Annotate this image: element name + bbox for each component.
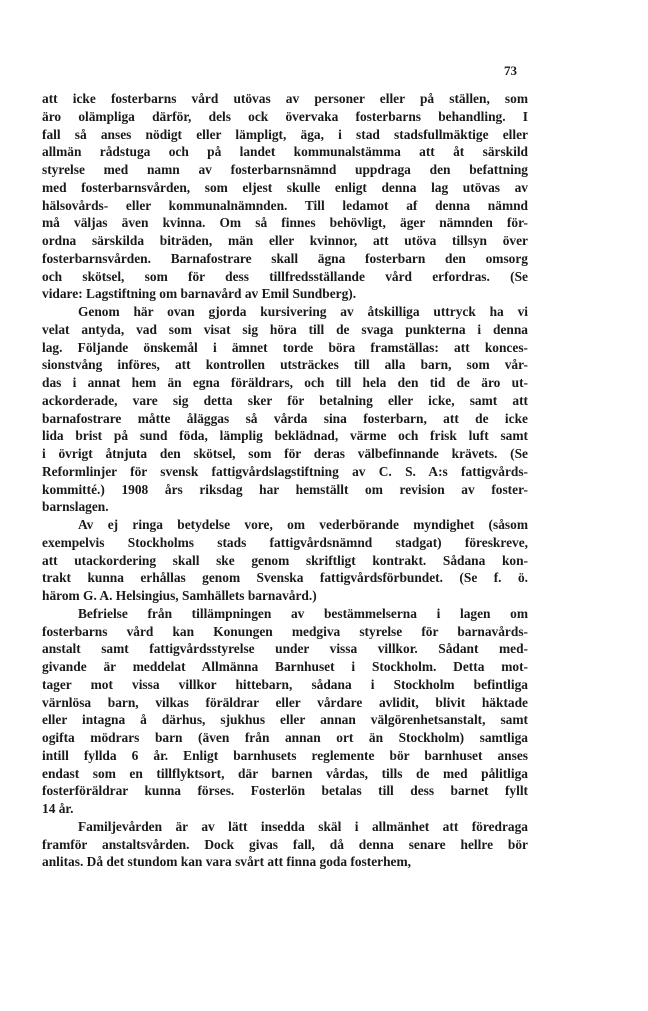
- text-line: värnlösa barn, vilkas föräldrar eller vårdare avlidit, blivit häktade: [42, 694, 528, 710]
- text-line: ordna särskilda biträden, män eller kvinnor, att utöva tillsyn över: [42, 233, 528, 248]
- text-line: kommitté.) 1908 års riksdag har hemställt om revision av foster-: [42, 481, 528, 497]
- text-line: exempelvis Stockholms stads fattigvårdsnämnd stadgat) föreskreve,: [42, 534, 528, 550]
- paragraph: [42, 605, 528, 818]
- body-text: [42, 90, 528, 871]
- text-line: Reformlinjer för svensk fattigvårdslagstiftning av C. S. A:s fattigvårds-: [42, 463, 528, 479]
- page-number: 73: [504, 63, 517, 78]
- text-line: allmän rådstuga och på landet kommunalstämma att åt särskild: [42, 144, 528, 160]
- paragraph: [42, 90, 528, 303]
- text-line: Av ej ringa betydelse vore, om vederbörande myndighet (såsom: [78, 517, 528, 532]
- paragraph: [42, 303, 528, 516]
- text-line: må väljas även kvinna. Om så finnes behövligt, äger nämnden för-: [42, 215, 528, 231]
- text-line: fosterföräldrar kunna förses. Fosterlön betalas till dess barnet fyllt: [42, 783, 528, 799]
- paragraph: [42, 818, 528, 871]
- text-line: härom G. A. Helsingius, Samhällets barnavård.): [42, 588, 317, 603]
- text-line: trakt kunna erhållas genom Svenska fattigvårdsförbundet. (Se f. ö.: [42, 570, 528, 586]
- text-line: fall så anses nödigt eller lämpligt, äga, i stad stadsfullmäktige eller: [42, 126, 528, 142]
- text-line: velat antyda, vad som visat sig höra till de svaga punkterna i denna: [42, 321, 528, 337]
- text-line: och skötsel, som för dess tillfredsställande vård erfordras. (Se: [42, 268, 528, 284]
- text-line: att utackordering skall ske genom skriftligt kontrakt. Sådana kon-: [42, 552, 528, 568]
- text-line: äro olämpliga därför, dels ock övervaka fosterbarns behandling. I: [42, 108, 528, 124]
- text-line: fosterbarnsvården. Barnafostrare skall ägna fosterbarn den omsorg: [42, 250, 528, 266]
- text-line: styrelse med namn av fosterbarnsnämnd uppdraga den befattning: [42, 162, 528, 177]
- text-line: Genom här ovan gjorda kursivering av åtskilliga uttryck ha vi: [78, 304, 528, 319]
- text-line: barnslagen.: [42, 499, 109, 515]
- text-line: intill fyllda 6 år. Enligt barnhusets reglemente bör barnhuset anses: [42, 747, 528, 763]
- text-line: ogifta mödrars barn (även från annan ort än Stockholm) samtliga: [42, 730, 528, 745]
- text-line: tager mot vissa villkor hittebarn, sådana i Stockholm befintliga: [42, 676, 528, 692]
- text-line: sionstvång införes, att kontrollen utsträckes till alla barn, som vår-: [42, 357, 528, 373]
- text-line: anstalt samt fattigvårdsstyrelse under vissa villkor. Sådant med-: [42, 641, 528, 657]
- text-line: fosterbarns vård kan Konungen medgiva styrelse för barnavårds-: [42, 623, 528, 639]
- text-line: givande är meddelat Allmänna Barnhuset i Stockholm. Detta mot-: [42, 659, 528, 674]
- text-line: i övrigt åtnjuta den skötsel, som för deras välbefinnande krävets. (Se: [42, 446, 528, 461]
- text-line: eller intagna å därhus, sjukhus eller annan välgörenhetsanstalt, samt: [42, 712, 528, 728]
- text-line: das i annat hem än egna föräldrars, och till hela den tid de äro ut-: [42, 375, 528, 390]
- paragraph: [42, 516, 528, 605]
- text-line: hälsovårds- eller kommunalnämnden. Till ledamot af denna nämnd: [42, 197, 528, 213]
- text-line: Befrielse från tillämpningen av bestämmelserna i lagen om: [78, 605, 528, 621]
- text-line: barnafostrare måtte åläggas så vårda sina fosterbarn, att de icke: [42, 410, 528, 426]
- text-line: att icke fosterbarns vård utövas av personer eller på ställen, som: [42, 91, 528, 106]
- text-line: lida brist på sund föda, lämplig beklädnad, värme och frisk luft samt: [42, 428, 528, 444]
- text-line: framför anstaltsvården. Dock givas fall, då denna senare hellre bör: [42, 836, 528, 852]
- text-line: 14 år.: [42, 801, 74, 816]
- text-line: endast som en tillflyktsort, där barnen vårdas, tills de med pålitliga: [42, 765, 528, 781]
- text-line: lag. Följande önskemål i ämnet torde böra framställas: att konces-: [42, 339, 528, 355]
- text-line: anlitas. Då det stundom kan vara svårt att finna goda fosterhem,: [42, 854, 411, 870]
- text-line: med fosterbarnsvården, som eljest skulle enligt denna lag utövas av: [42, 179, 528, 195]
- text-line: vidare: Lagstiftning om barnavård av Emil Sundberg).: [42, 286, 357, 302]
- text-line: ackorderade, vare sig detta sker för betalning eller icke, samt att: [42, 392, 528, 408]
- text-line: Familjevården är av lätt insedda skäl i allmänhet att föredraga: [78, 818, 528, 834]
